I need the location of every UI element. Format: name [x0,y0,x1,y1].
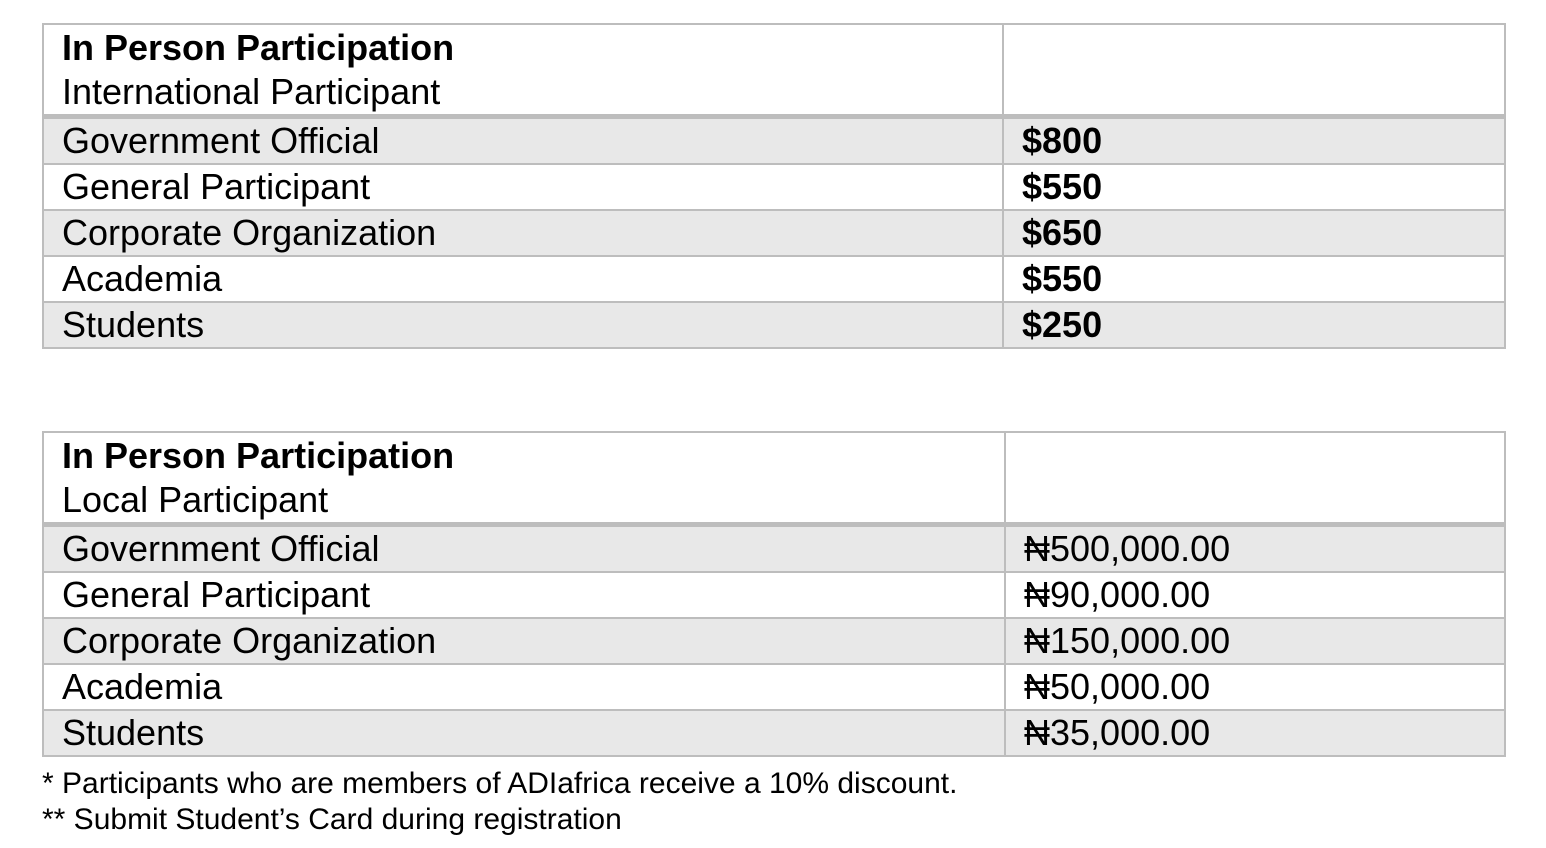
table-row [43,210,1505,256]
category-cell: General Participant [43,572,1005,618]
table-header-cell [43,432,1005,525]
table-header-empty-cell [1003,24,1505,117]
category-cell: Academia [43,256,1003,302]
category-cell: Government Official [43,117,1003,165]
price-cell: $650 [1003,210,1505,256]
table-row [43,572,1505,618]
price-cell: ₦90,000.00 [1005,572,1505,618]
category-cell: Students [43,710,1005,756]
discount-note: * Participants who are members of ADIafrica receive a 10% discount. [42,767,958,800]
footnotes [42,766,957,838]
category-cell: Academia [43,664,1005,710]
table-row [43,302,1505,348]
table-subtitle: International Participant [62,70,441,112]
international-fees-table [42,23,1506,349]
category-cell: General Participant [43,164,1003,210]
table-header-empty-cell [1005,432,1505,525]
table-row [43,256,1505,302]
price-cell: $250 [1003,302,1505,348]
table-row [43,618,1505,664]
category-cell: Corporate Organization [43,210,1003,256]
table-row [43,710,1505,756]
table-row [43,164,1505,210]
table-title: In Person Participation [62,434,455,476]
table-header-row [43,24,1505,117]
table-row [43,525,1505,573]
table-row [43,117,1505,165]
price-cell: ₦500,000.00 [1005,525,1505,573]
table-header-row [43,432,1505,525]
student-card-note: ** Submit Student’s Card during registration [42,803,622,836]
table-subtitle: Local Participant [62,478,329,520]
category-cell: Students [43,302,1003,348]
price-cell: ₦50,000.00 [1005,664,1505,710]
price-cell: ₦35,000.00 [1005,710,1505,756]
table-row [43,664,1505,710]
price-cell: ₦150,000.00 [1005,618,1505,664]
price-cell: $800 [1003,117,1505,165]
local-fees-table [42,431,1506,757]
table-title: In Person Participation [62,26,455,68]
category-cell: Government Official [43,525,1005,573]
price-cell: $550 [1003,164,1505,210]
price-cell: $550 [1003,256,1505,302]
table-header-cell [43,24,1003,117]
category-cell: Corporate Organization [43,618,1005,664]
